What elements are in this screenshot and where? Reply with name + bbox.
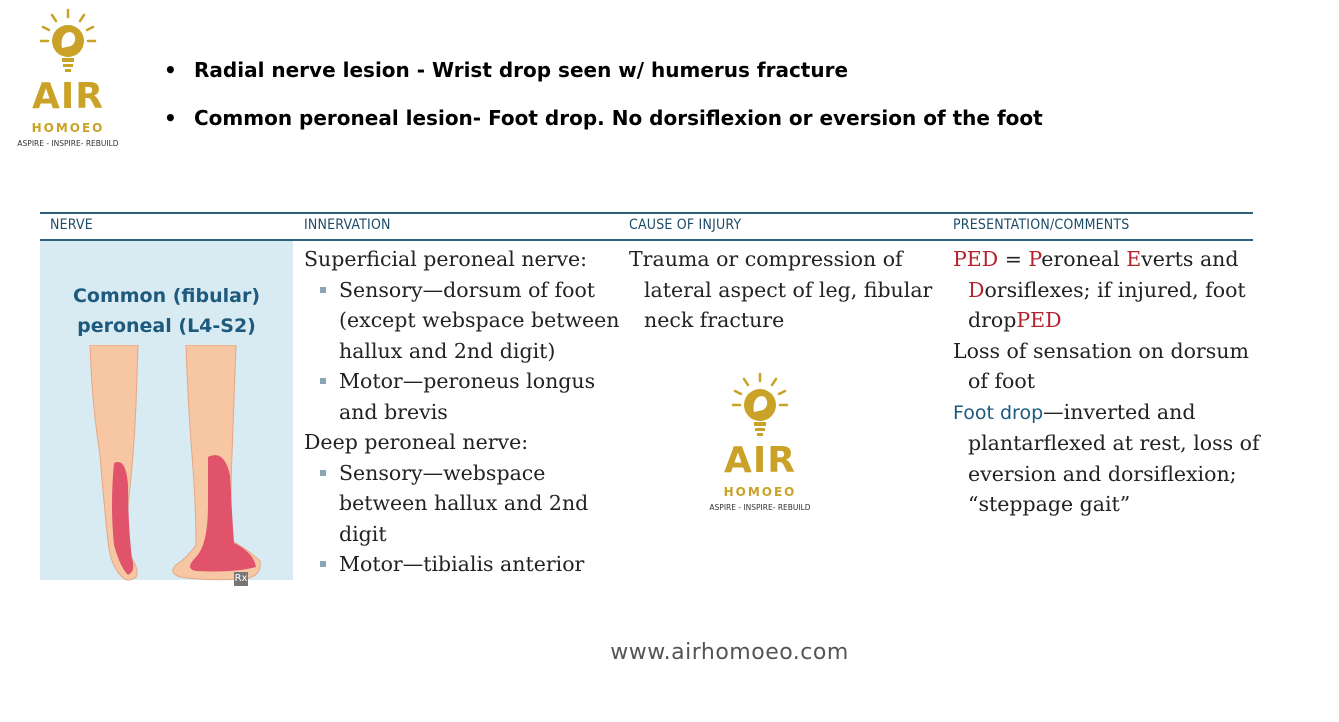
ped-line3: dropPED (968, 308, 1062, 332)
header-presentation: PRESENTATION/COMMENTS (953, 217, 1130, 233)
loss-line1: Loss of sensation on dorsum (953, 338, 1249, 363)
air-homoeo-watermark-logo (700, 372, 820, 512)
cause-line2: lateral aspect of leg, fibular (644, 277, 933, 302)
ped-line1: PED = Peroneal Everts and (953, 247, 1239, 271)
sup-item1-line1: Sensory—dorsum of foot (304, 275, 619, 306)
footdrop-line1: Foot drop—inverted and (953, 399, 1196, 424)
watermark-logo-subname: HOMOEO (723, 485, 797, 499)
legs-illustration (84, 345, 264, 585)
deep-title: Deep peroneal nerve: (304, 430, 529, 454)
innervation-column (304, 244, 619, 580)
nerve-name-line1: Common (fibular) (72, 285, 261, 307)
bullet-peroneal: • Common peroneal lesion- Foot drop. No dorsiflexion or eversion of the foot (160, 106, 1043, 130)
nerve-panel (40, 241, 293, 584)
presentation-column (953, 244, 1260, 520)
nerve-name-line2: peroneal (L4-S2) (77, 315, 256, 337)
sup-item2-line2: and brevis (339, 399, 448, 424)
cause-line1: Trauma or compression of (629, 247, 903, 271)
table-top-rule (40, 212, 1253, 214)
logo-name: AIR (32, 76, 104, 117)
watermark-logo-name: AIR (724, 440, 796, 481)
logo-tagline: ASPIRE - INSPIRE- REBUILD (17, 139, 119, 148)
footdrop-line2: plantarflexed at rest, loss of (968, 431, 1260, 455)
deep-item2-line1: Motor—tibialis anterior (304, 549, 619, 580)
deep-item1-line2: between hallux and 2nd (339, 491, 589, 515)
bullet-square (320, 378, 326, 384)
logo-subname: HOMOEO (31, 121, 105, 135)
bullet-square (320, 287, 326, 293)
sup-item1-line3: hallux and 2nd digit) (339, 338, 556, 363)
rx-icon: Rx (234, 573, 248, 584)
deep-item1-line3: digit (339, 521, 387, 546)
deep-item1-line1: Sensory—webspace (304, 458, 619, 489)
air-homoeo-logo (8, 8, 128, 148)
header-innervation: INNERVATION (304, 217, 391, 233)
sup-item2-line1: Motor—peroneus longus (304, 366, 619, 397)
footer-url: www.airhomoeo.com (610, 640, 849, 665)
bullet-square (320, 470, 326, 476)
footdrop-line3: eversion and dorsiflexion; (968, 461, 1237, 486)
bullet-radial: • Radial nerve lesion - Wrist drop seen w/ humerus fracture (160, 58, 1043, 82)
watermark-logo-tagline: ASPIRE - INSPIRE- REBUILD (709, 503, 811, 512)
bullet-square (320, 561, 326, 567)
sup-item1-line2: (except webspace between (339, 308, 620, 332)
header-cause: CAUSE OF INJURY (629, 217, 742, 233)
nerve-name (40, 281, 293, 341)
ped-line2: Dorsiflexes; if injured, foot (968, 277, 1246, 302)
cause-column (629, 244, 932, 336)
lightbulb-icon (730, 372, 790, 442)
lightbulb-icon (38, 8, 98, 78)
nerve-table (40, 212, 1260, 584)
cause-line3: neck fracture (644, 308, 785, 332)
loss-line2: of foot (968, 369, 1035, 393)
bullet-list (160, 58, 1043, 154)
superficial-title: Superficial peroneal nerve: (304, 247, 588, 271)
header-nerve: NERVE (50, 217, 93, 233)
footdrop-line4: “steppage gait” (968, 492, 1131, 516)
